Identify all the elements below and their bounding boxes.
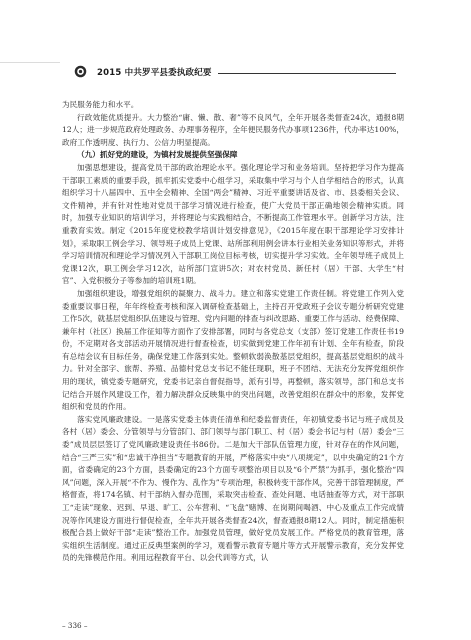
paragraph: 行政效能优质提升。大力整治“庸、懒、散、奢”等不良风气，全年开展各类督查24次，通报8期12人；进一步规范政府处理政务、办理事务程序，全年便民服务代办事项1236件，代办率达100%，政府工作透明度、执行力、公信力明显提高。 [62, 112, 404, 147]
paragraph: 加强思想建设，提高党员干部的政治理论水平。强化理论学习和业务培训。坚持把学习作为提高干部职工素质的重要手段，抓牢抓实党委中心组学习，采取集中学习与个人自学相结合的形式，认真组织学习十八届四中、五中全会精神、全国“两会”精神、习近平重要讲话及省、市、县委相关会议、文件精神，并有针对性地对党员干部学习情况进行检查，使广大党员干部正确地领会精神实质。同时，加强专业知识的培训学习，并将理论与实践相结合，不断提高工作管理水平。创新学习方法，注重教育实效。制定《2015年度党校教学培训计划安排意见》，《2015年度在职干部理论学习安排计划》，采取职工例会学习、领导班子成员上党课、站所部利用例会讲本行业相关业务知识等形式，并将学习培训情况和理论学习情况列入干部职工岗位目标考核，切实提升学习实效。全年领导班子成员上党课12次，职工例会学习12次，站所部门宣讲5次；对农村党员、新任村（居）干部、大学生“村官”、入党积极分子等参加的培训班1期。 [62, 162, 404, 286]
header-rule [218, 73, 396, 74]
paragraph: 为民服务能力和水平。 [62, 100, 139, 109]
emblem-icon [74, 65, 87, 78]
running-header [0, 62, 471, 84]
paragraph: 加强组织建设，增强党组织的凝聚力、战斗力。建立和落实党建工作责任制。将党建工作列入党委重要议事日程，年年终检查考核和深入调研检查基础上，主持召开党政班子会议专题分析研究党建工作5次，就基层党组织队伍建设与管理、党内问题的排查与纠改思路、重要工作与活动、经费保障、兼年村（社区）换届工作征知等方面作了安排部署，同时与各党总支（支部）签订党建工作责任书19份，不定期对各支部活动开展情况进行督查检查，切实做到党建工作年初有计划、全年有检查，阶段有总结会议有目标任务，确保党建工作落到实处。整顿软弱涣散基层党组织，提高基层党组织的战斗力。针对全部字、旅帮、养殖、品德村党总支书记不能任现职，班子不团结、无法充分发挥党组织作用的现状，镇党委专题研究，党委书记亲自督促指导，派有引导，再整顿，落实领导，部门和总支书记结合开展作风建设工作，着力解决群众反映集中的突出问题，改善党组织在群众中的形象，发挥党组织和党员的作用。 [62, 288, 404, 412]
paragraph: 落实党风廉政建设。一是落实党委主体责任清单和纪委监督责任，年初镇党委书记与班子成员及各村（居）委会、分管领导与分管部门、部门领导与部门职工、村（居）委会书记与村（居）委会“三委”成员层层签订了党风廉政建设责任书86份。二是加大干部队伍管理力度，针对存在的作风问题，结合“三严三实”和“忠诚干净担当”专题教育的开展，严格落实中央“八项规定”，以中央确定的21个方面，省委确定的23个方面，县委确定的23个方面专项整治项目以及“6个严禁”为抓手，强化整治“四风”问题，深入开展“不作为、慢作为、乱作为”专项治理，积极转变干部作风，完善干部管理制度，严格督查，将174名镇、村干部纳入督办范围，采取突击检查、查处问题、电话抽查等方式，对干部职工“走读”现象、迟到、早退、旷工、公车营利、“飞盘”赌博、在岗期间喝酒、中心及重点工作完成情况等作风建设方面进行督促检查，全年共开展各类督查24次，督查通报8期12人。同时，制定措施积极配合县上做好干部“走读”整治工作。加强党员管理，做好党员发展工作。严格党员的教育管理，落实组织生活制度。通过正反典型案例的学习，观看警示教育专题片等方式开展警示教育，充分发挥党员的先锋模范作用。利用远程教育平台、以会代训等方式，认 [62, 414, 404, 563]
header-title: 2015 中共罗平县委执政纪要 [97, 68, 212, 78]
page-number: – 336 – [62, 621, 88, 630]
document-body [62, 99, 404, 565]
section-heading: （九）抓好党的建设，为镇村发展提供坚强保障 [77, 150, 238, 160]
